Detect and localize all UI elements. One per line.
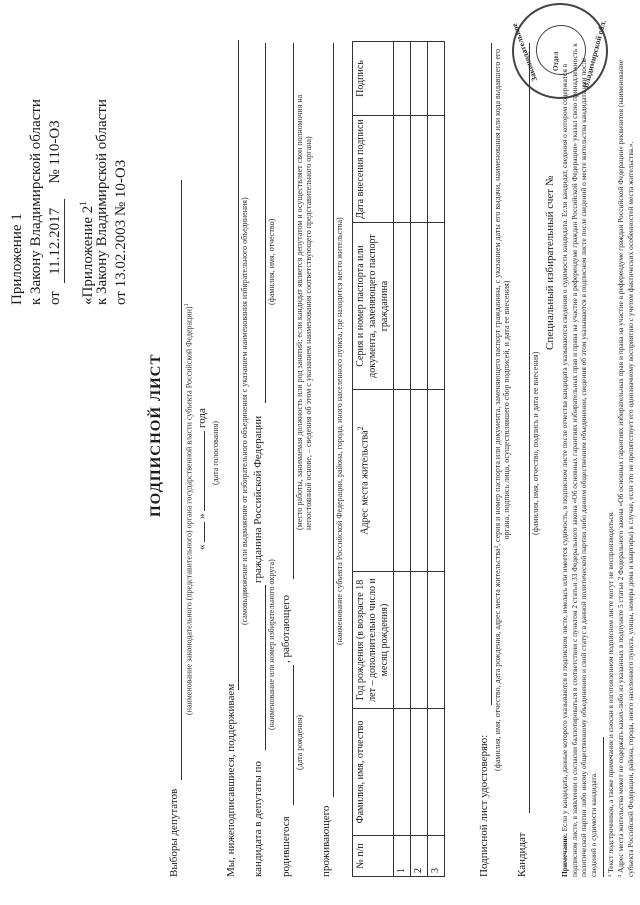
appendix-2-line-1: «Приложение $2^1$ <box>78 201 96 305</box>
date-cell[interactable] <box>428 116 445 223</box>
footnote-1: ¹ Текст подстрочников, а также примечание и сноски в изготовленном подписном листе могут не воспроизводиться. <box>606 511 615 877</box>
citizen-label: гражданина Российской Федерации <box>252 415 264 583</box>
candidate-name-caption: (фамилия, имя, отчество) <box>267 218 276 305</box>
signature-cell[interactable] <box>394 42 411 116</box>
address-cell[interactable] <box>411 390 428 572</box>
fio-cell[interactable] <box>411 709 428 836</box>
col-number-header: № п/п <box>353 836 394 877</box>
passport-cell[interactable] <box>394 223 411 390</box>
signature-cell[interactable] <box>411 42 428 116</box>
fio-cell[interactable] <box>428 709 445 836</box>
row-number: 2 <box>411 836 428 877</box>
birthdate-caption: (дата рождения) <box>295 714 304 770</box>
document-title: ПОДПИСНОЙ ЛИСТ <box>148 353 164 517</box>
footnote-separator <box>603 737 604 877</box>
residence-caption: (наименование субъекта Российской Федерации, района, города, иного населенного пункта, где находится место жительства) <box>335 217 344 645</box>
residence-field-line <box>333 43 334 797</box>
support-field-line <box>238 40 239 690</box>
col-signature-header: Подпись <box>353 42 394 116</box>
born-label: родившегося <box>280 816 292 877</box>
birth-year-cell[interactable] <box>428 572 445 709</box>
work-field-line <box>293 43 294 579</box>
table-row <box>394 42 411 877</box>
office-stamp: Законодательное Отдел Владимирской обл. <box>512 3 608 99</box>
appendix-1-line-3: от 11.12.2017 № 110-ОЗ <box>47 120 63 305</box>
table-header-row <box>353 42 394 877</box>
special-account-label: Специальный избирательный счет № <box>544 175 556 350</box>
candidate-caption: (фамилия, имя, отчество, подпись и дата ее внесения) <box>531 351 540 535</box>
certifier-caption: (фамилия, имя, отчество, дата рождения, адрес места жительства², серия и номер паспорта или документа, заменяющего паспорт гражданина, с указанием даты его выдачи, наименования или кода выдавшего его органа, подпись лица, осуществлявшего сбор подписей, и дата ее внесения) <box>493 49 511 772</box>
address-cell[interactable] <box>394 390 411 572</box>
birthdate-field-line <box>293 665 294 805</box>
appendix-1-date: 11.12.2017 <box>46 199 65 283</box>
table-row <box>411 42 428 877</box>
col-fio-header: Фамилия, имя, отчество <box>353 709 394 836</box>
working-label: , работающего <box>280 595 292 663</box>
row-number: 1 <box>394 836 411 877</box>
signature-cell[interactable] <box>428 42 445 116</box>
certifier-field-line <box>491 43 492 705</box>
passport-cell[interactable] <box>411 223 428 390</box>
elections-label: Выборы депутатов <box>168 788 180 877</box>
passport-cell[interactable] <box>428 223 445 390</box>
address-cell[interactable] <box>428 390 445 572</box>
col-date-header: Дата внесения подписи <box>353 116 394 223</box>
appendix-1-number: № 110-ОЗ <box>47 120 63 184</box>
col-passport-header: Серия и номер паспорта или документа, заменяющего паспорт гражданина <box>353 223 394 390</box>
candidate-district-label: кандидата в депутаты по <box>252 761 264 877</box>
row-number: 3 <box>428 836 445 877</box>
we-undersigned-label: Мы, нижеподписавшиеся, поддерживаем <box>225 683 237 877</box>
voting-date-caption: (дата голосования) <box>211 420 220 485</box>
elections-field-line <box>181 180 182 780</box>
certified-label: Подписной лист удостоверяю: <box>478 734 490 877</box>
support-caption: (самовыдвижение или выдвижение от избирательного объединения с указанием наименования избирательного объединения) <box>240 197 249 625</box>
candidate-signature-line <box>529 43 530 813</box>
district-field-line <box>265 585 266 750</box>
appendix-1-line-1: Приложение 1 <box>9 213 25 305</box>
fio-cell[interactable] <box>394 709 411 836</box>
candidate-name-field-line <box>265 43 266 403</box>
appendix-1-line-2: к Закону Владимирской области <box>28 99 44 305</box>
appendix-2-line-2: к Закону Владимирской области <box>94 99 110 305</box>
appendix-2-line-3: от 13.02.2003 № 10-ОЗ <box>113 159 129 305</box>
col-address-header: Адрес места жительства$^2$ <box>353 390 394 572</box>
birth-year-cell[interactable] <box>394 572 411 709</box>
elections-caption: (наименование законодательного (представительного) органа государственной власти субъекта Российской Федерации)$^1$ <box>183 303 194 715</box>
signatures-table <box>352 41 445 877</box>
date-cell[interactable] <box>411 116 428 223</box>
table-row <box>428 42 445 877</box>
birth-year-cell[interactable] <box>411 572 428 709</box>
work-caption: (место работы, занимаемая должность или род занятий; если кандидат является депутатом и осуществляет свои полномочия на непостоянной основе, – сведения об этом с указанием наименования соответствующего представительного органа) <box>295 94 313 530</box>
voting-date-line: « » года <box>196 408 208 550</box>
candidate-label: Кандидат <box>516 832 528 877</box>
col-birth-year-header: Год рождения (в возрасте 18 лет – дополнительно число и месяц рождения) <box>353 572 394 709</box>
footnote-2: ² Адрес места жительства может не содержать каких-либо из указанных в подпункте 5 статьи 2 Федерального закона «Об основных гарантиях избирательных прав и права на участие в референдуме граждан Российской Федерации» реквизитов (наименование субъекта Российской Федерации, района, города, иного населенного пункта, улицы, номера дома и квартиры) в случае, если это не препятствует его однозначному восприятию с учетом фактических особенностей места жительства.». <box>616 59 635 877</box>
residing-label: проживающего <box>320 805 332 877</box>
district-caption: (наименование или номер избирательного округа) <box>267 559 276 730</box>
note-paragraph: Примечание. Если у кандидата, данные которого указываются в подписном листе, имелась или имеется судимость, в подписном листе после отчества кандидата указываются сведения о судимости кандидата. Если кандидат, сведения о котором содержатся в подписном листе, в заявлении о согласии баллотироваться в соответствии с пунктом 2 статьи 33 Федерального закона «Об основных гарантиях избирательных прав и права на участие в референдуме граждан Российской Федерации» указал свою принадлежность к политической партии либо иному общественному объединению и свой статус в данной политической партии либо данном общественном объединении, сведения об этом указываются в подписном листе после сведений о месте жительства кандидата или после сведений о судимости кандидата. <box>560 43 598 877</box>
date-cell[interactable] <box>394 116 411 223</box>
